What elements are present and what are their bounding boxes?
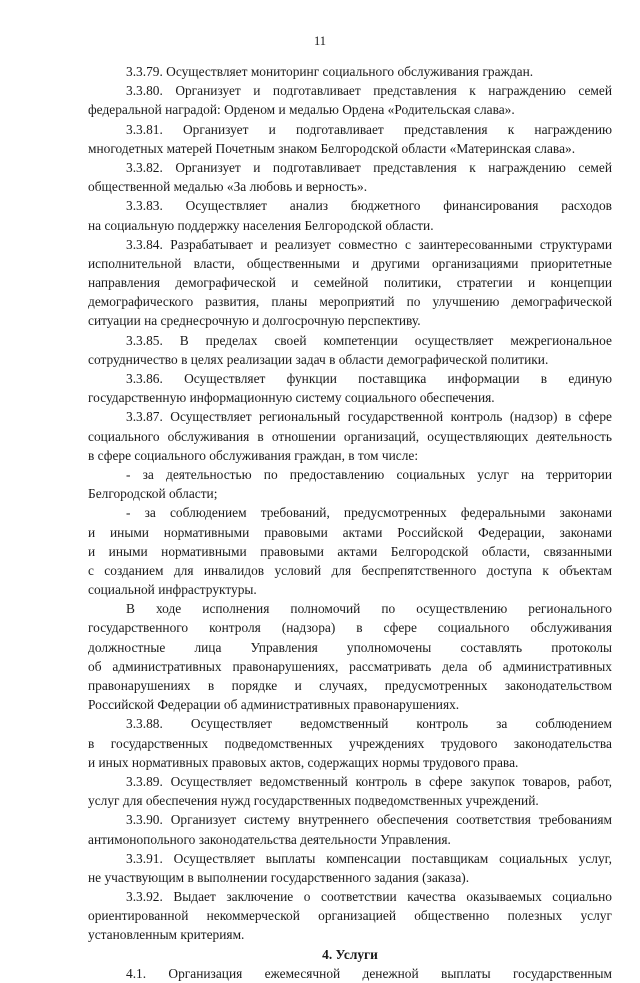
paragraph-line: с созданием для инвалидов условий для беспрепятственного доступа к объектам <box>88 562 612 578</box>
paragraph-line: многодетных матерей Почетным знаком Белгородской области «Материнская слава». <box>88 140 576 156</box>
paragraph-line: на социальную поддержку населения Белгородской области. <box>88 217 434 233</box>
paragraph-line: направления демографической и семейной политики, стратегии и концепции <box>88 275 612 291</box>
paragraph-line: антимонопольного законодательства деятельности Управления. <box>88 831 451 847</box>
section-heading: 4. Услуги <box>322 946 378 962</box>
paragraph-line: должностные лица Управления уполномочены составлять протоколы <box>88 639 612 655</box>
paragraph-line: 3.3.79. Осуществляет мониторинг социального обслуживания граждан. <box>126 64 534 79</box>
paragraph-line: 3.3.91. Осуществляет выплаты компенсации поставщикам социальных услуг, <box>126 850 612 866</box>
paragraph-line: исполнительной власти, общественными и другими организациями приоритетные <box>88 255 612 271</box>
paragraph-line: и иных нормативных правовых актов, содержащих нормы трудового права. <box>88 754 519 770</box>
paragraph-line: - за деятельностью по предоставлению социальных услуг на территории <box>126 466 612 482</box>
paragraph-line: 3.3.89. Осуществляет ведомственный контроль в сфере закупок товаров, работ, <box>126 773 612 789</box>
paragraph-line: услуг для обеспечения нужд государственных подведомственных учреждений. <box>88 793 539 809</box>
paragraph-line: федеральной наградой: Орденом и медалью Ордена «Родительская слава». <box>88 102 515 118</box>
paragraph-line: сотрудничество в целях реализации задач в области демографической политики. <box>88 351 549 367</box>
paragraph-line: 3.3.88. Осуществляет ведомственный контроль за соблюдением <box>126 716 612 732</box>
paragraph-line: и иными нормативными правовыми актами Белгородской области, связанными <box>88 543 612 559</box>
paragraph-line: социального обслуживания в отношении организаций, осуществляющих деятельность <box>88 428 612 444</box>
document-body <box>88 62 612 983</box>
paragraph-line: демографического развития, планы мероприятий по улучшению демографической <box>88 294 612 310</box>
paragraph-line: ориентированной некоммерческой организацией общественно полезных услуг <box>88 908 612 924</box>
paragraph-line: общественной медалью «За любовь и верность». <box>88 179 368 195</box>
paragraph-line: 3.3.84. Разрабатывает и реализует совместно с заинтересованными структурами <box>126 236 612 252</box>
paragraph-line: правонарушениях в порядке и случаях, предусмотренных законодательством <box>88 678 612 693</box>
paragraph-line: Российской Федерации об административных правонарушениях. <box>88 697 460 713</box>
paragraph-line: и иными нормативными правовыми актами Российской Федерации, законами <box>88 524 612 540</box>
paragraph-line: государственную информационную систему социального обеспечения. <box>88 390 495 406</box>
paragraph-line: 3.3.83. Осуществляет анализ бюджетного финансирования расходов <box>126 198 612 214</box>
paragraph-line: 3.3.81. Организует и подготавливает представления к награждению <box>126 121 612 137</box>
paragraph-line: об административных правонарушениях, рассматривать дела об административных <box>88 658 612 674</box>
paragraph-line: 3.3.92. Выдает заключение о соответствии качества оказываемых социально <box>126 889 612 905</box>
paragraph-line: в сфере социального обслуживания граждан, в том числе: <box>88 447 419 463</box>
paragraph-line: социальной инфраструктуры. <box>88 582 257 598</box>
paragraph-line: 4.1. Организация ежемесячной денежной выплаты государственным <box>126 965 612 981</box>
paragraph-line: государственного контроля (надзора) в сфере социального обслуживания <box>88 620 612 636</box>
paragraph-line: 3.3.86. Осуществляет функции поставщика информации в единую <box>126 371 612 386</box>
paragraph-line: 3.3.85. В пределах своей компетенции осуществляет межрегиональное <box>126 332 612 348</box>
paragraph-line: 3.3.82. Организует и подготавливает представления к награждению семей <box>126 159 612 175</box>
paragraph-line: 3.3.90. Организует систему внутреннего обеспечения соответствия требованиям <box>126 812 612 828</box>
page-number: 11 <box>313 34 327 48</box>
paragraph-line: в государственных подведомственных учреждениях трудового законодательства <box>88 735 612 751</box>
paragraph-line: не участвующим в выполнении государственного задания (заказа). <box>88 869 470 885</box>
paragraph-line: 3.3.87. Осуществляет региональный государственной контроль (надзор) в сфере <box>126 409 612 425</box>
paragraph-line: установленным критериям. <box>88 927 245 943</box>
paragraph-line: Белгородской области; <box>88 486 218 502</box>
paragraph-line: - за соблюдением требований, предусмотренных федеральными законами <box>126 505 612 521</box>
paragraph-line: ситуации на среднесрочную и долгосрочную перспективу. <box>88 313 421 329</box>
paragraph-line: В ходе исполнения полномочий по осуществлению регионального <box>126 601 612 617</box>
paragraph-line: 3.3.80. Организует и подготавливает представления к награждению семей <box>126 83 612 99</box>
